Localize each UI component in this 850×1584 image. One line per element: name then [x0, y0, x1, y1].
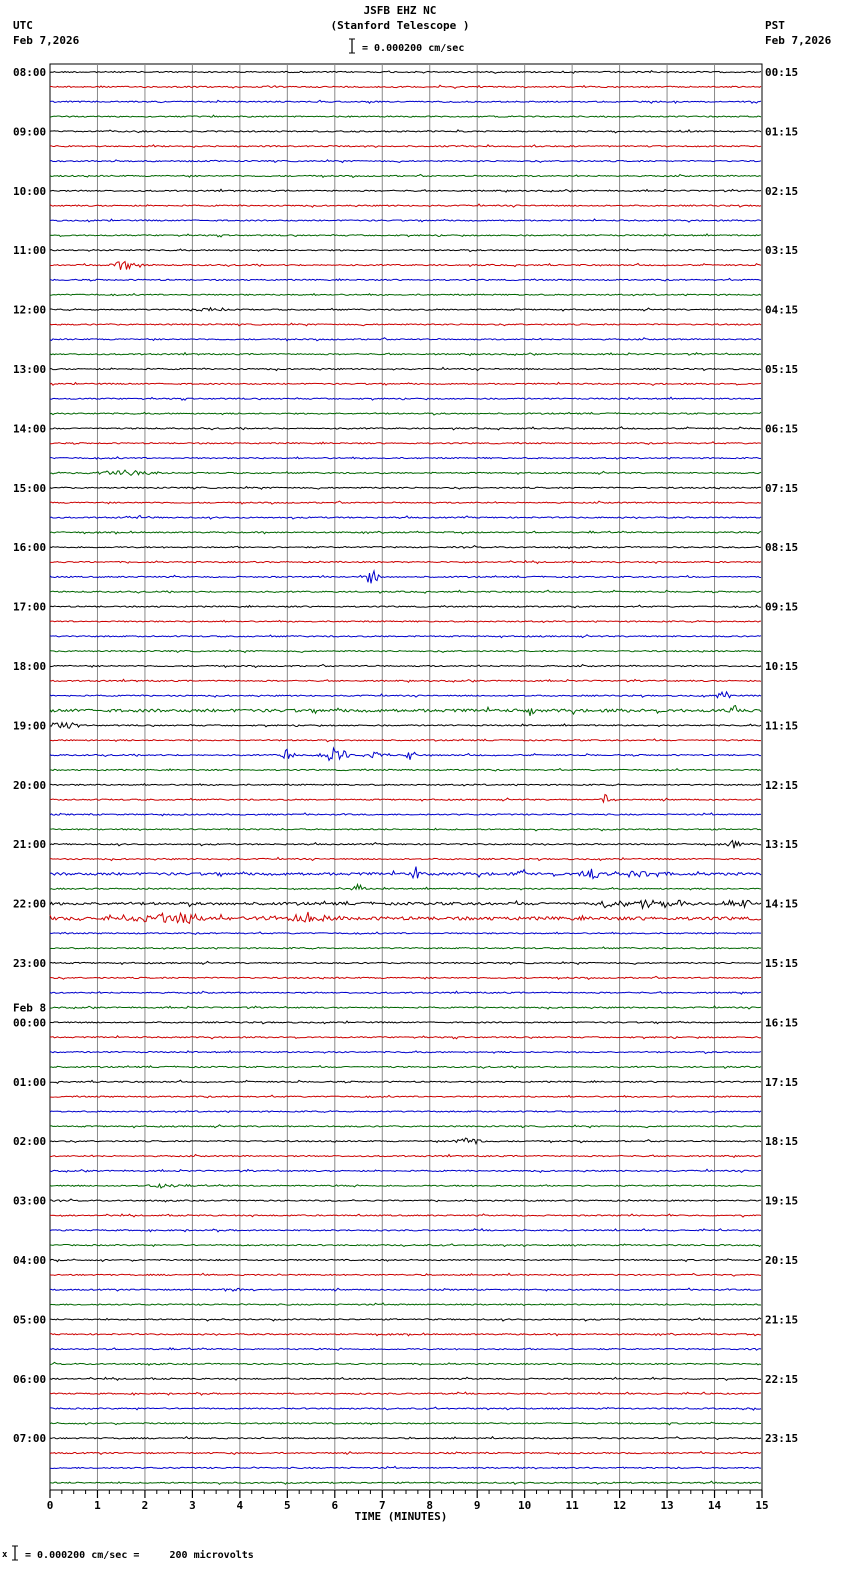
left-date-label: Feb 8 — [13, 1001, 47, 1015]
pst-time-label: 02:15 — [765, 184, 799, 198]
right-timezone: PST — [765, 19, 785, 32]
x-tick-label: 13 — [660, 1499, 674, 1512]
seismic-trace — [50, 1318, 761, 1321]
utc-time-label: 12:00 — [13, 303, 47, 317]
pst-time-label: 11:15 — [765, 719, 799, 733]
seismic-trace — [50, 382, 761, 385]
utc-time-label: 08:00 — [13, 66, 47, 79]
pst-time-label: 23:15 — [765, 1432, 799, 1446]
seismic-trace — [50, 706, 761, 716]
seismic-trace — [50, 1214, 761, 1217]
seismic-trace — [50, 1006, 761, 1009]
seismic-trace — [50, 1021, 761, 1024]
seismic-trace — [50, 1422, 761, 1425]
seismic-trace — [50, 1036, 761, 1039]
utc-time-label: 00:00 — [13, 1016, 47, 1030]
seismic-trace — [50, 1348, 761, 1350]
seismic-trace — [50, 900, 761, 908]
seismic-trace — [50, 1095, 761, 1098]
seismic-trace — [50, 531, 761, 534]
seismic-trace — [50, 1273, 761, 1276]
seismic-trace — [50, 323, 761, 326]
utc-time-label: 19:00 — [13, 719, 47, 733]
seismic-trace — [50, 487, 761, 490]
pst-time-label: 19:15 — [765, 1194, 799, 1208]
seismic-trace — [50, 367, 761, 370]
utc-time-label: 17:00 — [13, 600, 47, 614]
seismic-trace — [50, 130, 761, 133]
seismic-trace — [50, 160, 761, 163]
seismic-trace — [50, 442, 761, 445]
utc-time-label: 14:00 — [13, 422, 47, 436]
seismic-trace — [50, 976, 761, 979]
seismic-trace — [50, 262, 761, 270]
seismic-trace — [50, 308, 761, 311]
seismic-trace — [50, 353, 761, 356]
seismic-trace — [50, 1333, 761, 1336]
seismic-trace — [50, 857, 761, 860]
seismic-trace — [50, 1199, 761, 1202]
utc-time-label: 21:00 — [13, 838, 47, 852]
pst-time-label: 05:15 — [765, 363, 799, 376]
seismic-trace — [50, 884, 761, 889]
seismic-trace — [50, 1377, 761, 1380]
seismic-trace — [50, 784, 761, 786]
seismic-trace — [50, 841, 761, 849]
utc-time-label: 06:00 — [13, 1372, 47, 1386]
utc-time-label: 20:00 — [13, 778, 47, 792]
x-tick-label: 2 — [141, 1499, 149, 1512]
x-tick-label: 11 — [565, 1499, 579, 1512]
seismic-trace — [50, 1184, 761, 1188]
seismic-trace — [50, 867, 761, 879]
scale-label: = 0.000200 cm/sec — [362, 43, 465, 54]
seismic-trace — [50, 692, 761, 698]
seismic-trace — [50, 278, 761, 281]
utc-time-label: 15:00 — [13, 481, 47, 495]
seismic-trace — [50, 85, 761, 88]
seismic-trace — [50, 397, 761, 400]
seismic-trace — [50, 115, 761, 117]
left-date: Feb 7,2026 — [13, 34, 80, 47]
seismic-trace — [50, 1288, 761, 1291]
seismic-trace — [50, 234, 761, 237]
x-tick-label: 15 — [755, 1499, 769, 1512]
x-tick-label: 4 — [236, 1499, 244, 1512]
seismic-trace — [50, 795, 761, 803]
seismic-trace — [50, 1169, 761, 1172]
pst-time-label: 00:15 — [765, 66, 799, 79]
seismic-trace — [50, 145, 761, 148]
plot-frame — [50, 64, 762, 1490]
utc-time-label: 05:00 — [13, 1313, 47, 1327]
seismic-trace — [50, 1451, 761, 1454]
seismic-trace — [50, 501, 761, 504]
seismic-trace — [50, 679, 761, 682]
seismic-trace — [50, 828, 761, 831]
seismic-trace — [50, 739, 761, 742]
pst-time-label: 10:15 — [765, 660, 799, 673]
seismic-trace — [50, 294, 761, 296]
seismic-trace — [50, 748, 761, 760]
pst-time-label: 15:15 — [765, 957, 799, 970]
pst-time-label: 04:15 — [765, 303, 799, 317]
footer-scale-bar-icon — [11, 1545, 19, 1561]
pst-time-label: 14:15 — [765, 897, 799, 911]
seismic-trace — [50, 219, 761, 222]
seismic-trace — [50, 620, 761, 622]
x-tick-label: 3 — [189, 1499, 196, 1512]
chart-title: JSFB EHZ NC — [363, 4, 437, 17]
x-tick-label: 14 — [707, 1499, 722, 1512]
seismic-trace — [50, 427, 761, 430]
seismic-trace — [50, 723, 761, 728]
seismic-trace — [50, 1437, 761, 1440]
seismic-trace — [50, 1259, 761, 1262]
seismic-trace — [50, 1125, 761, 1128]
seismic-trace — [50, 100, 761, 103]
seismic-trace — [50, 1392, 761, 1395]
footer-scale-label: = 0.000200 cm/sec = 200 microvolts — [25, 1550, 254, 1561]
seismic-trace — [50, 1229, 761, 1232]
seismic-trace — [50, 338, 761, 341]
utc-time-label: 23:00 — [13, 957, 47, 970]
pst-time-label: 21:15 — [765, 1313, 799, 1327]
pst-time-label: 18:15 — [765, 1135, 799, 1149]
seismic-trace — [50, 1066, 761, 1069]
seismic-trace — [50, 1362, 761, 1365]
seismic-trace — [50, 769, 761, 772]
pst-time-label: 07:15 — [765, 481, 799, 495]
seismic-trace — [50, 590, 761, 593]
seismic-trace — [50, 546, 761, 549]
seismic-trace — [50, 1110, 761, 1112]
utc-time-label: 02:00 — [13, 1135, 47, 1149]
utc-time-label: 01:00 — [13, 1075, 47, 1089]
utc-time-label: 10:00 — [13, 184, 47, 198]
pst-time-label: 17:15 — [765, 1075, 799, 1089]
seismic-trace — [50, 932, 761, 935]
x-tick-label: 1 — [94, 1499, 101, 1512]
left-timezone: UTC — [13, 19, 33, 32]
seismic-trace — [50, 1407, 761, 1410]
utc-time-label: 11:00 — [13, 244, 47, 258]
seismic-trace — [50, 204, 761, 207]
utc-time-label: 13:00 — [13, 363, 47, 376]
seismic-trace — [50, 813, 761, 816]
x-tick-label: 0 — [46, 1499, 54, 1512]
seismic-trace — [50, 174, 761, 177]
seismic-trace — [50, 1466, 761, 1469]
pst-time-label: 09:15 — [765, 600, 799, 614]
seismic-trace — [50, 1138, 761, 1144]
utc-time-label: 16:00 — [13, 541, 47, 555]
pst-time-label: 22:15 — [765, 1372, 799, 1386]
seismic-trace — [50, 189, 761, 192]
x-tick-label: 12 — [612, 1499, 627, 1512]
pst-time-label: 16:15 — [765, 1016, 799, 1030]
seismic-trace — [50, 664, 761, 667]
seismic-trace — [50, 457, 761, 459]
x-tick-label: 7 — [378, 1499, 386, 1512]
x-tick-label: 9 — [473, 1499, 481, 1512]
seismic-trace — [50, 650, 761, 653]
seismic-trace — [50, 249, 761, 252]
seismic-trace — [50, 1051, 761, 1054]
seismic-trace — [50, 1244, 761, 1247]
x-tick-label: 8 — [426, 1499, 434, 1512]
utc-time-label: 03:00 — [13, 1194, 47, 1208]
utc-time-label: 04:00 — [13, 1254, 47, 1267]
pst-time-label: 03:15 — [765, 244, 799, 258]
pst-time-label: 08:15 — [765, 541, 799, 555]
seismic-trace — [50, 991, 761, 994]
pst-time-label: 06:15 — [765, 422, 799, 436]
seismic-trace — [50, 1481, 761, 1484]
seismic-trace — [50, 1303, 761, 1306]
pst-time-label: 12:15 — [765, 778, 799, 792]
seismic-trace — [50, 571, 761, 583]
seismic-trace — [50, 412, 761, 415]
utc-time-label: 09:00 — [13, 125, 47, 139]
seismic-trace — [50, 605, 761, 608]
x-tick-label: 6 — [331, 1499, 339, 1512]
x-tick-label: 10 — [518, 1499, 532, 1512]
seismic-trace — [50, 961, 761, 964]
pst-time-label: 20:15 — [765, 1254, 799, 1267]
chart-subtitle: (Stanford Telescope ) — [330, 19, 470, 32]
x-axis-label: TIME (MINUTES) — [354, 1510, 448, 1523]
footer-marker: x — [2, 1550, 8, 1560]
utc-time-label: 07:00 — [13, 1432, 47, 1446]
seismic-trace — [50, 470, 761, 475]
utc-time-label: 22:00 — [13, 897, 47, 911]
seismic-trace — [50, 1155, 761, 1158]
seismic-trace — [50, 561, 761, 564]
pst-time-label: 13:15 — [765, 838, 799, 852]
seismic-trace — [50, 515, 761, 519]
utc-time-label: 18:00 — [13, 660, 47, 673]
seismic-trace — [50, 635, 761, 638]
seismic-trace — [50, 947, 761, 949]
x-tick-label: 5 — [284, 1499, 291, 1512]
pst-time-label: 01:15 — [765, 125, 799, 139]
seismic-trace — [50, 71, 761, 74]
seismic-trace — [50, 1080, 761, 1083]
right-date: Feb 7,2026 — [765, 34, 832, 47]
seismic-trace — [50, 912, 761, 923]
